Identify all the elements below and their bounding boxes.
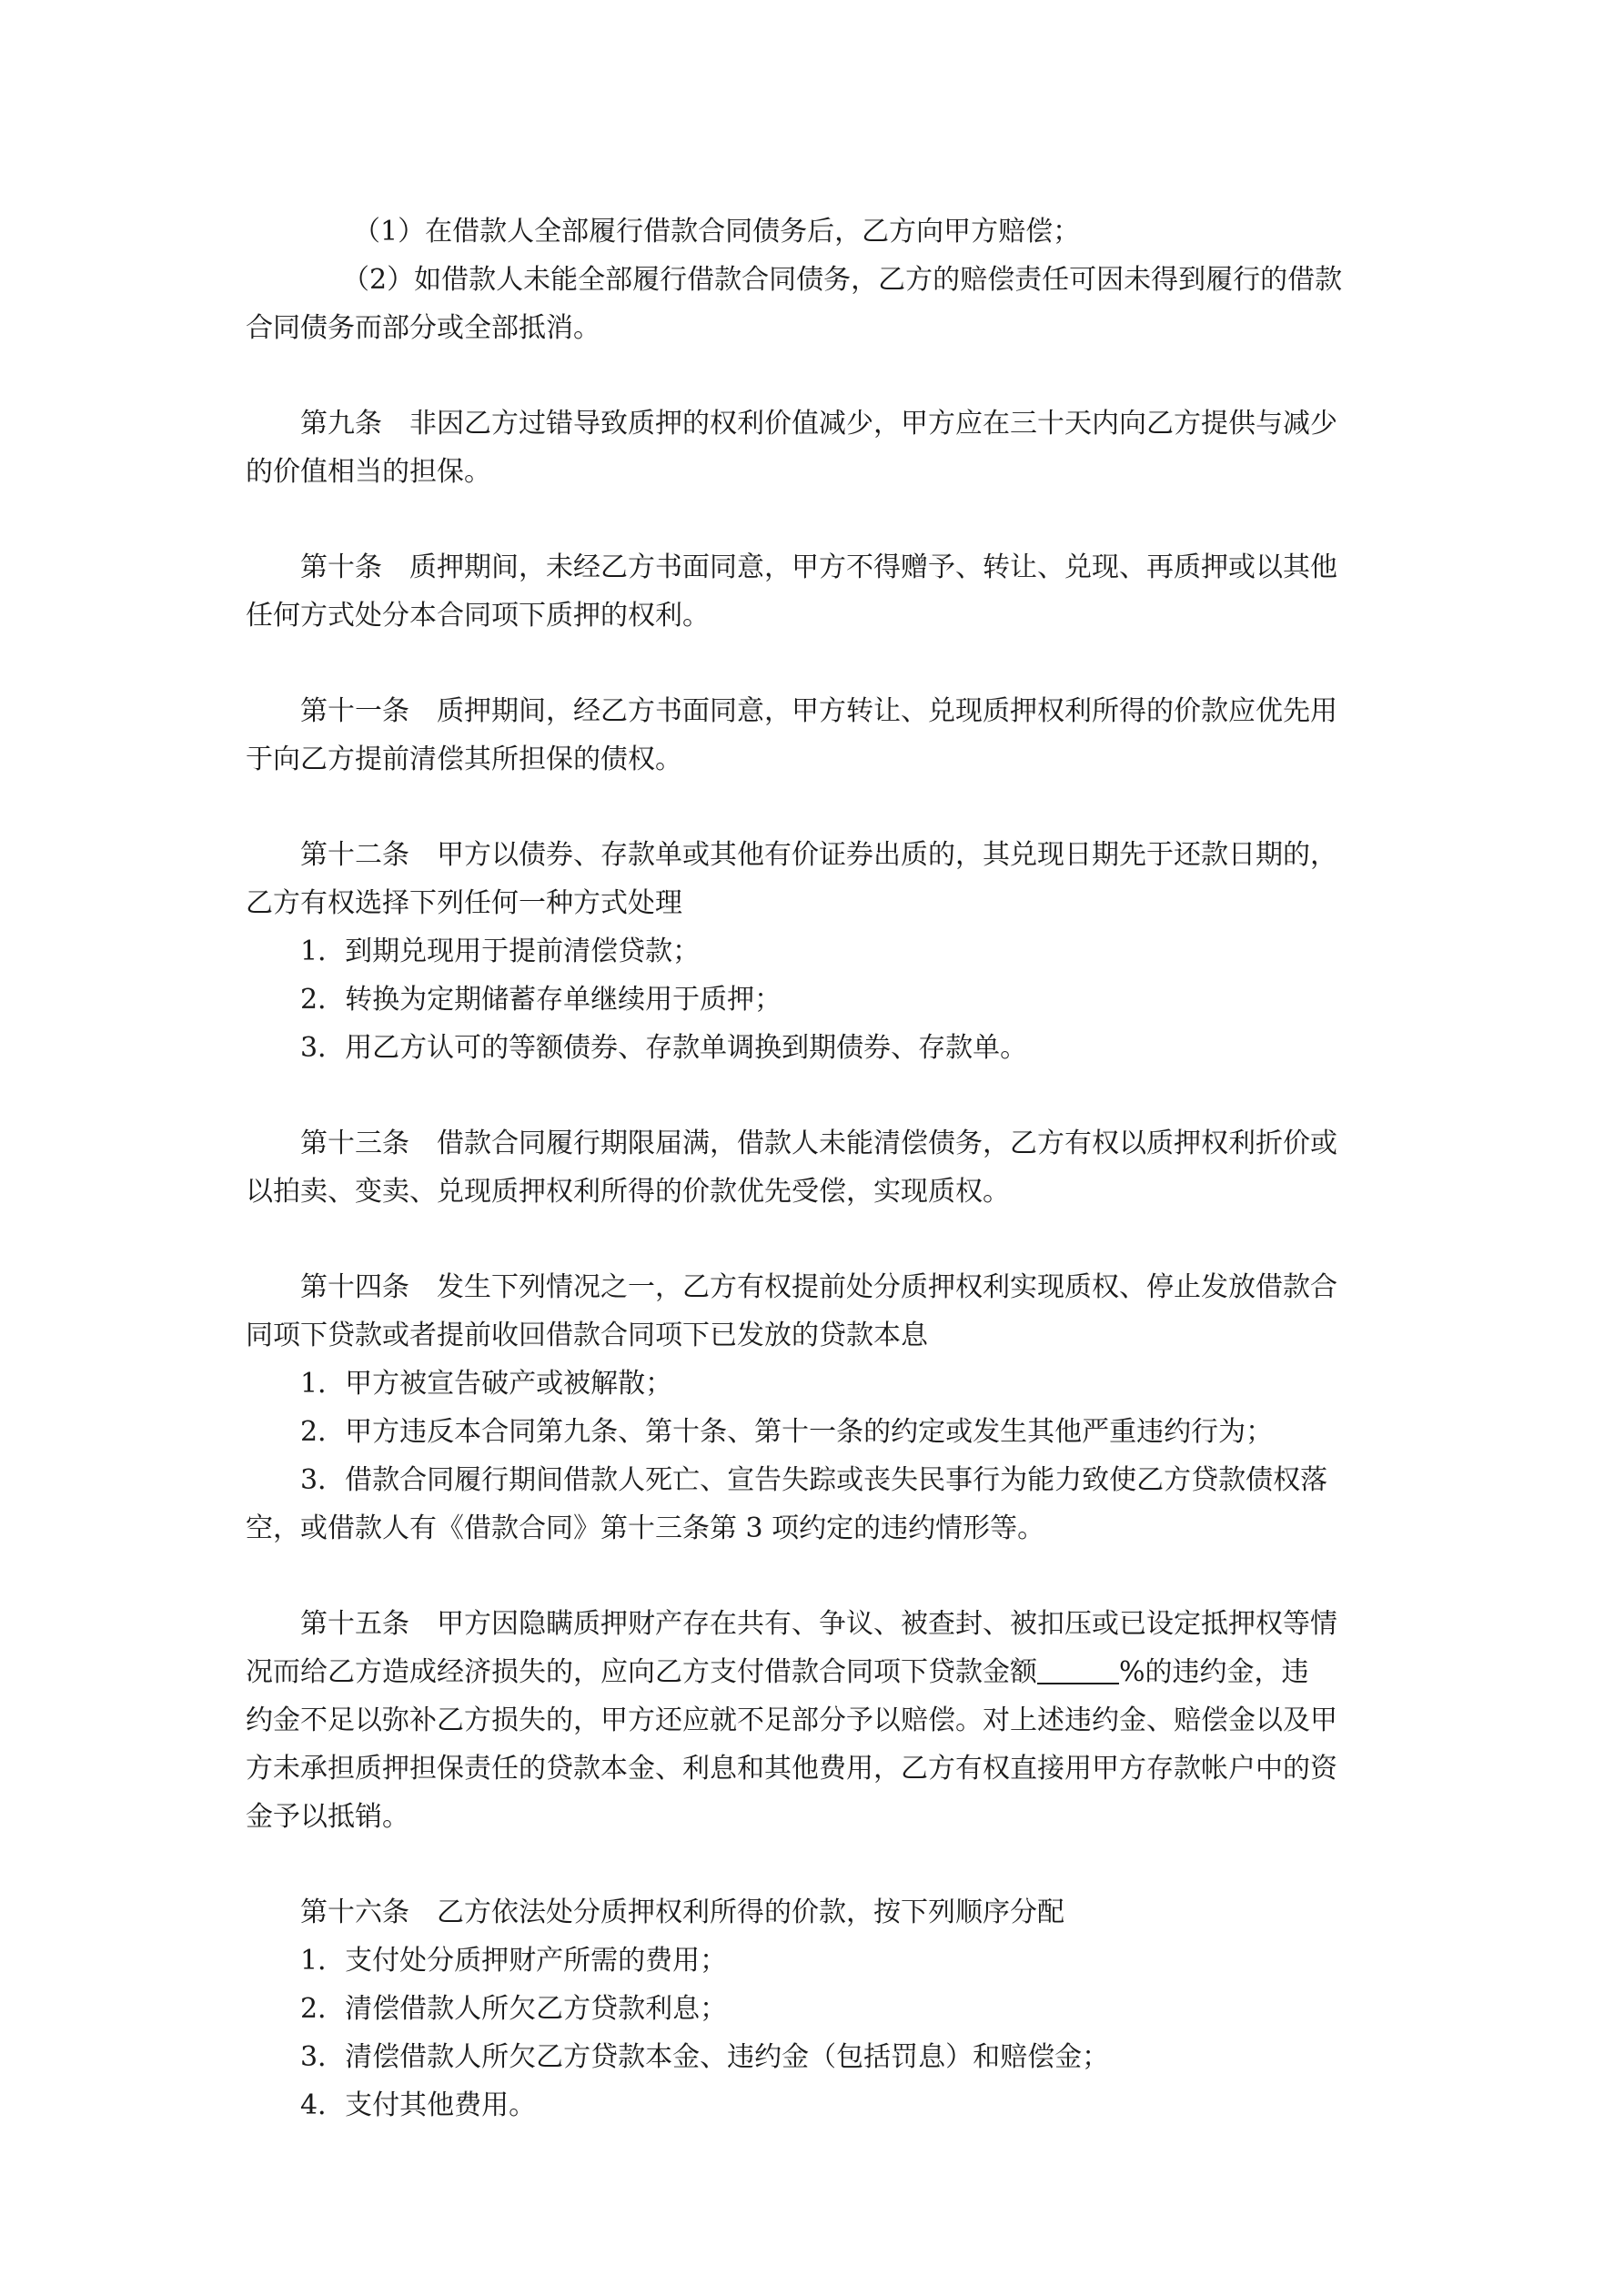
paragraph-gap bbox=[246, 784, 1383, 831]
paragraph-line: 方未承担质押担保责任的贷款本金、利息和其他费用，乙方有权直接用甲方存款帐户中的资 bbox=[246, 1753, 1337, 1785]
paragraph-line: 约金不足以弥补乙方损失的，甲方还应就不足部分予以赔偿。对上述违约金、赔偿金以及甲 bbox=[246, 1704, 1337, 1736]
paragraph-line: 乙方有权选择下列任何一种方式处理 bbox=[246, 887, 682, 919]
paragraph-gap bbox=[246, 1553, 1383, 1600]
list-item: 1．甲方被宣告破产或被解散； bbox=[300, 1368, 673, 1400]
list-item: 4．支付其他费用。 bbox=[300, 2089, 537, 2121]
article-heading-line: 第十一条 质押期间，经乙方书面同意，甲方转让、兑现质押权利所得的价款应优先用 bbox=[300, 695, 1337, 727]
article-16 bbox=[246, 1888, 1383, 2129]
fill-in-blank bbox=[1037, 1655, 1119, 1684]
list-item: 1．到期兑现用于提前清偿贷款； bbox=[300, 936, 701, 967]
paragraph-line: 金予以抵销。 bbox=[246, 1801, 409, 1833]
paragraph-gap bbox=[246, 1216, 1383, 1263]
paragraph-line: 空，或借款人有《借款合同》第十三条第 3 项约定的违约情形等。 bbox=[246, 1512, 1045, 1544]
article-heading-line: 第十五条 甲方因隐瞒质押财产存在共有、争议、被查封、被扣压或已设定抵押权等情 bbox=[300, 1608, 1337, 1640]
paragraph-line: 以拍卖、变卖、兑现质押权利所得的价款优先受偿，实现质权。 bbox=[246, 1176, 1010, 1208]
article-heading-line: 第十四条 发生下列情况之一，乙方有权提前处分质押权利实现质权、停止发放借款合 bbox=[300, 1271, 1337, 1303]
section-compensation-clauses bbox=[246, 207, 1383, 352]
text-before-blank: 况而给乙方造成经济损失的，应向乙方支付借款合同项下贷款金额 bbox=[246, 1656, 1037, 1688]
list-item: 2．甲方违反本合同第九条、第十条、第十一条的约定或发生其他严重违约行为； bbox=[300, 1416, 1274, 1448]
list-item: 2．转换为定期储蓄存单继续用于质押； bbox=[300, 984, 782, 1016]
article-11 bbox=[246, 687, 1383, 784]
paragraph-line: 于向乙方提前清偿其所担保的债权。 bbox=[246, 743, 682, 775]
paragraph-line: 任何方式处分本合同项下质押的权利。 bbox=[246, 600, 710, 632]
article-9 bbox=[246, 400, 1383, 496]
paragraph-line-with-blank bbox=[246, 1648, 1383, 1696]
paragraph-gap bbox=[246, 496, 1383, 543]
paragraph-line: 同项下贷款或者提前收回借款合同项下已发放的贷款本息 bbox=[246, 1320, 928, 1351]
article-12 bbox=[246, 831, 1383, 1072]
text-after-blank: %的违约金，违 bbox=[1119, 1656, 1309, 1688]
article-14 bbox=[246, 1263, 1383, 1553]
article-heading-line: 第十六条 乙方依法处分质押权利所得的价款，按下列顺序分配 bbox=[300, 1896, 1064, 1928]
paragraph-line: （2）如借款人未能全部履行借款合同债务，乙方的赔偿责任可因未得到履行的借款 bbox=[342, 264, 1343, 296]
paragraph-line: 合同债务而部分或全部抵消。 bbox=[246, 312, 600, 344]
article-heading-line: 第九条 非因乙方过错导致质押的权利价值减少，甲方应在三十天内向乙方提供与减少 bbox=[300, 408, 1337, 440]
article-heading-line: 第十三条 借款合同履行期限届满，借款人未能清偿债务，乙方有权以质押权利折价或 bbox=[300, 1128, 1337, 1159]
document-body bbox=[246, 207, 1383, 2129]
article-heading-line: 第十二条 甲方以债券、存款单或其他有价证券出质的，其兑现日期先于还款日期的， bbox=[300, 839, 1337, 871]
list-item: 2．清偿借款人所欠乙方贷款利息； bbox=[300, 1993, 728, 2025]
paragraph-line: 的价值相当的担保。 bbox=[246, 456, 491, 488]
paragraph-gap bbox=[246, 352, 1383, 400]
list-item: 1．支付处分质押财产所需的费用； bbox=[300, 1945, 728, 1977]
article-heading-line: 第十条 质押期间，未经乙方书面同意，甲方不得赠予、转让、兑现、再质押或以其他 bbox=[300, 551, 1337, 583]
article-10 bbox=[246, 543, 1383, 640]
list-item: 3．借款合同履行期间借款人死亡、宣告失踪或丧失民事行为能力致使乙方贷款债权落 bbox=[300, 1464, 1328, 1496]
paragraph-gap bbox=[246, 1072, 1383, 1119]
article-15 bbox=[246, 1600, 1383, 1841]
paragraph-gap bbox=[246, 1841, 1383, 1888]
paragraph-gap bbox=[246, 640, 1383, 687]
article-13 bbox=[246, 1119, 1383, 1216]
list-item: 3．用乙方认可的等额债券、存款单调换到期债券、存款单。 bbox=[300, 1032, 1028, 1064]
list-item: 3．清偿借款人所欠乙方贷款本金、违约金（包括罚息）和赔偿金； bbox=[300, 2041, 1110, 2073]
paragraph-line: （1）在借款人全部履行借款合同债务后，乙方向甲方赔偿； bbox=[353, 216, 1081, 248]
